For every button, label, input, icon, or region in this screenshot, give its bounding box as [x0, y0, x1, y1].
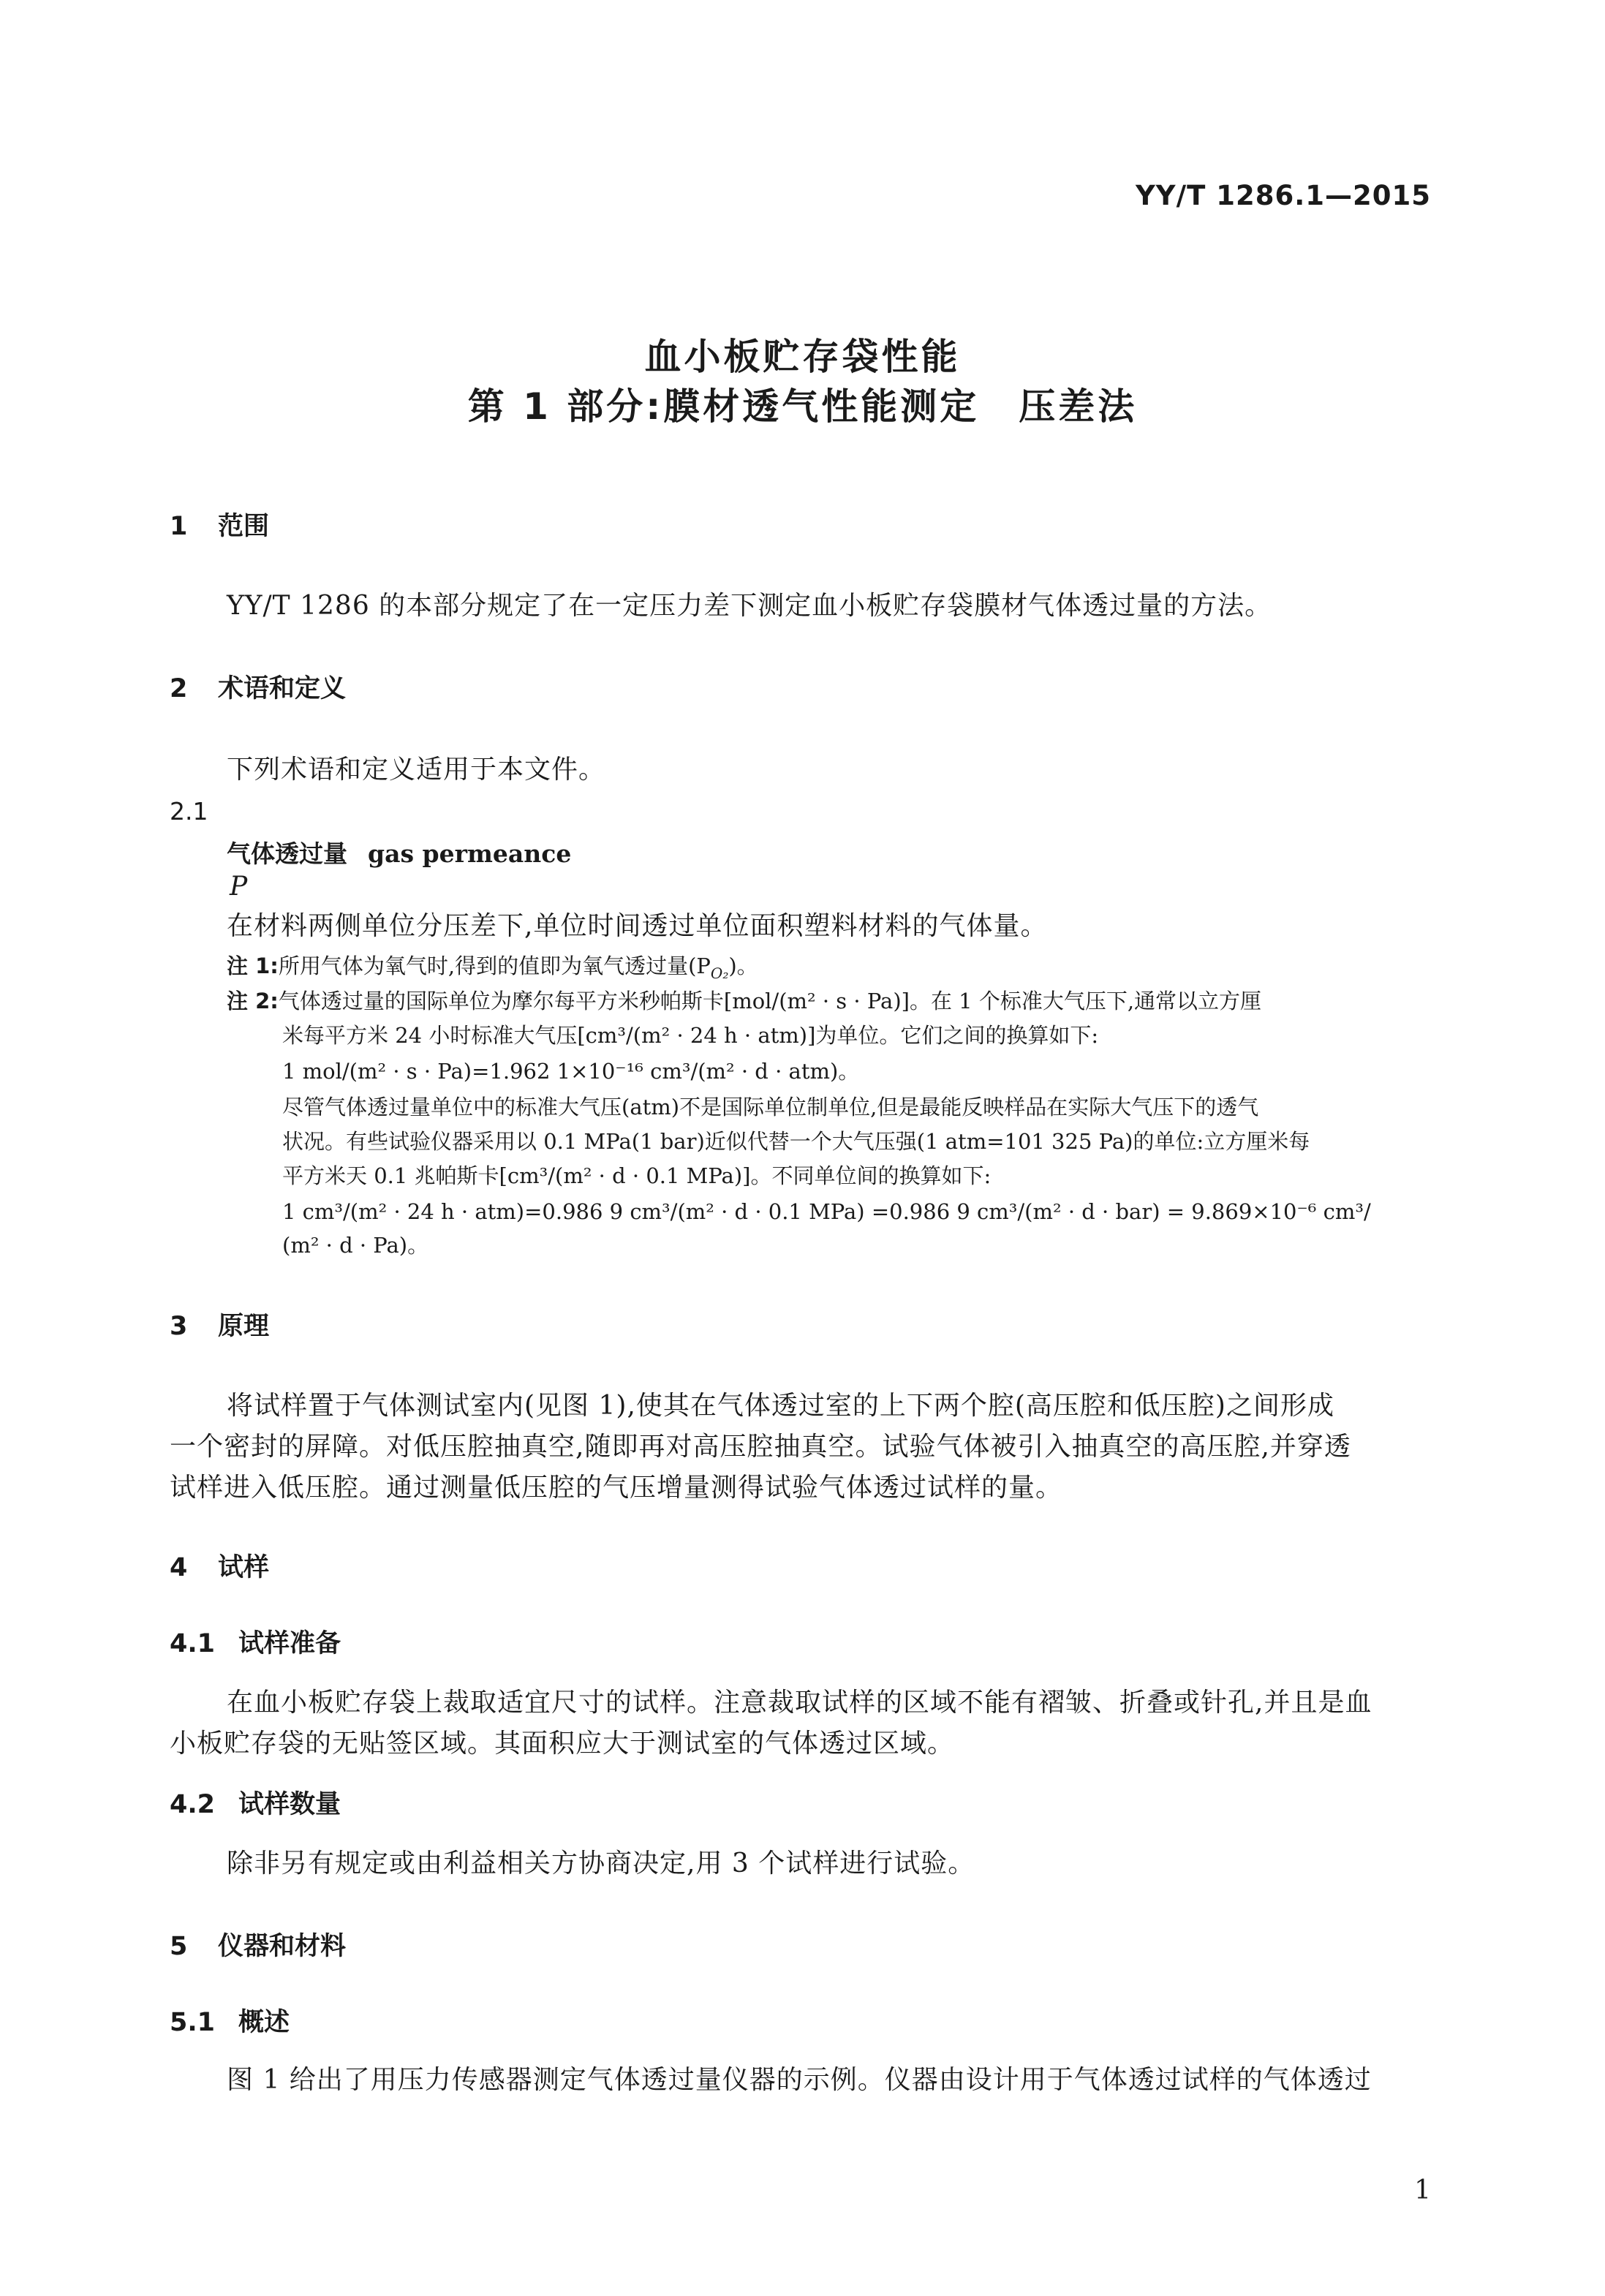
- section-title: 原理: [218, 1312, 270, 1341]
- section-title: 试样数量: [238, 1790, 341, 1819]
- section-title: 概述: [238, 2008, 290, 2037]
- section-number: 5.1: [170, 2008, 216, 2037]
- note-label: 注 2:: [227, 989, 279, 1013]
- section-number: 2: [170, 674, 188, 703]
- section-4-2-text: 除非另有规定或由利益相关方协商决定,用 3 个试样进行试验。: [227, 1848, 975, 1878]
- section-title: 范围: [218, 512, 270, 541]
- note-end: )。: [728, 953, 758, 978]
- section-title: 试样: [218, 1553, 270, 1582]
- section-2-text: 下列术语和定义适用于本文件。: [227, 755, 606, 785]
- note-2-line3: 1 mol/(m² · s · Pa)=1.962 1×10⁻¹⁶ cm³/(m² · d · atm)。: [282, 1059, 860, 1084]
- term-chinese: 气体透过量: [227, 839, 347, 868]
- section-3-line2: 一个密封的屏障。对低压腔抽真空,随即再对高压腔抽真空。试验气体被引入抽真空的高压腔,并穿透: [170, 1432, 1351, 1462]
- section-title: 术语和定义: [218, 674, 347, 703]
- section-1-heading: [170, 506, 269, 543]
- document-title-line2: 第 1 部分:膜材透气性能测定 压差法: [467, 385, 1138, 428]
- section-number: 4.2: [170, 1790, 216, 1819]
- note-2-line7: 1 cm³/(m² · 24 h · atm)=0.986 9 cm³/(m² · d · 0.1 MPa) =0.986 9 cm³/(m² · d · bar) = 9.869×10⁻⁶ cm³/: [282, 1199, 1371, 1224]
- section-1-text: YY/T 1286 的本部分规定了在一定压力差下测定血小板贮存袋膜材气体透过量的方法。: [227, 591, 1272, 621]
- note-2-line5: 状况。有些试验仪器采用以 0.1 MPa(1 bar)近似代替一个大气压强(1 atm=101 325 Pa)的单位:立方厘米每: [282, 1129, 1310, 1154]
- term-entry: [227, 835, 571, 869]
- document-title-line1: 血小板贮存袋性能: [644, 336, 961, 378]
- note-2-line6: 平方米天 0.1 兆帕斯卡[cm³/(m² · d · 0.1 MPa)]。不同单位间的换算如下:: [282, 1163, 992, 1188]
- section-4-1-heading: [170, 1623, 341, 1660]
- section-number: 1: [170, 512, 188, 541]
- section-number: 4: [170, 1553, 188, 1582]
- term-definition: 在材料两侧单位分压差下,单位时间透过单位面积塑料材料的气体量。: [227, 911, 1048, 941]
- section-number: 4.1: [170, 1629, 216, 1658]
- section-number: 3: [170, 1312, 188, 1341]
- note-text: 气体透过量的国际单位为摩尔每平方米秒帕斯卡[mol/(m² · s · Pa)]。在 1 个标准大气压下,通常以立方厘: [278, 989, 1262, 1013]
- section-number: 5: [170, 1932, 188, 1961]
- section-title: 试样准备: [238, 1629, 341, 1658]
- term-english: gas permeance: [368, 839, 572, 868]
- note-label: 注 1:: [227, 953, 279, 978]
- page-number: 1: [1414, 2175, 1431, 2205]
- note-2-line4: 尽管气体透过量单位中的标准大气压(atm)不是国际单位制单位,但是最能反映样品在实际大气压下的透气: [282, 1095, 1259, 1119]
- section-5-1-heading: [170, 2002, 290, 2039]
- note-subscript: O₂: [710, 964, 729, 982]
- section-4-1-line1: 在血小板贮存袋上裁取适宜尺寸的试样。注意裁取试样的区域不能有褶皱、折叠或针孔,并且是血: [227, 1688, 1372, 1718]
- section-5-1-text: 图 1 给出了用压力传感器测定气体透过量仪器的示例。仪器由设计用于气体透过试样的气体透过: [227, 2065, 1372, 2095]
- section-5-heading: [170, 1926, 346, 1963]
- standard-code: YY/T 1286.1—2015: [1136, 180, 1431, 211]
- note-2-line2: 米每平方米 24 小时标准大气压[cm³/(m² · 24 h · atm)]为单位。它们之间的换算如下:: [282, 1023, 1099, 1048]
- note-2-line8: (m² · d · Pa)。: [282, 1233, 429, 1258]
- section-4-1-line2: 小板贮存袋的无贴签区域。其面积应大于测试室的气体透过区域。: [170, 1729, 955, 1759]
- section-3-heading: [170, 1306, 269, 1343]
- section-3-line3: 试样进入低压腔。通过测量低压腔的气压增量测得试验气体透过试样的量。: [170, 1473, 1063, 1503]
- section-4-heading: [170, 1547, 269, 1584]
- note-text: 所用气体为氧气时,得到的值即为氧气透过量(P: [278, 953, 711, 978]
- section-title: 仪器和材料: [218, 1932, 347, 1961]
- term-symbol: P: [230, 872, 248, 902]
- section-4-2-heading: [170, 1784, 341, 1821]
- section-2-heading: [170, 668, 346, 705]
- term-number: 2.1: [170, 797, 208, 826]
- note-2-line1: [227, 984, 1261, 1019]
- section-3-line1: 将试样置于气体测试室内(见图 1),使其在气体透过室的上下两个腔(高压腔和低压腔)之间形成: [227, 1391, 1334, 1421]
